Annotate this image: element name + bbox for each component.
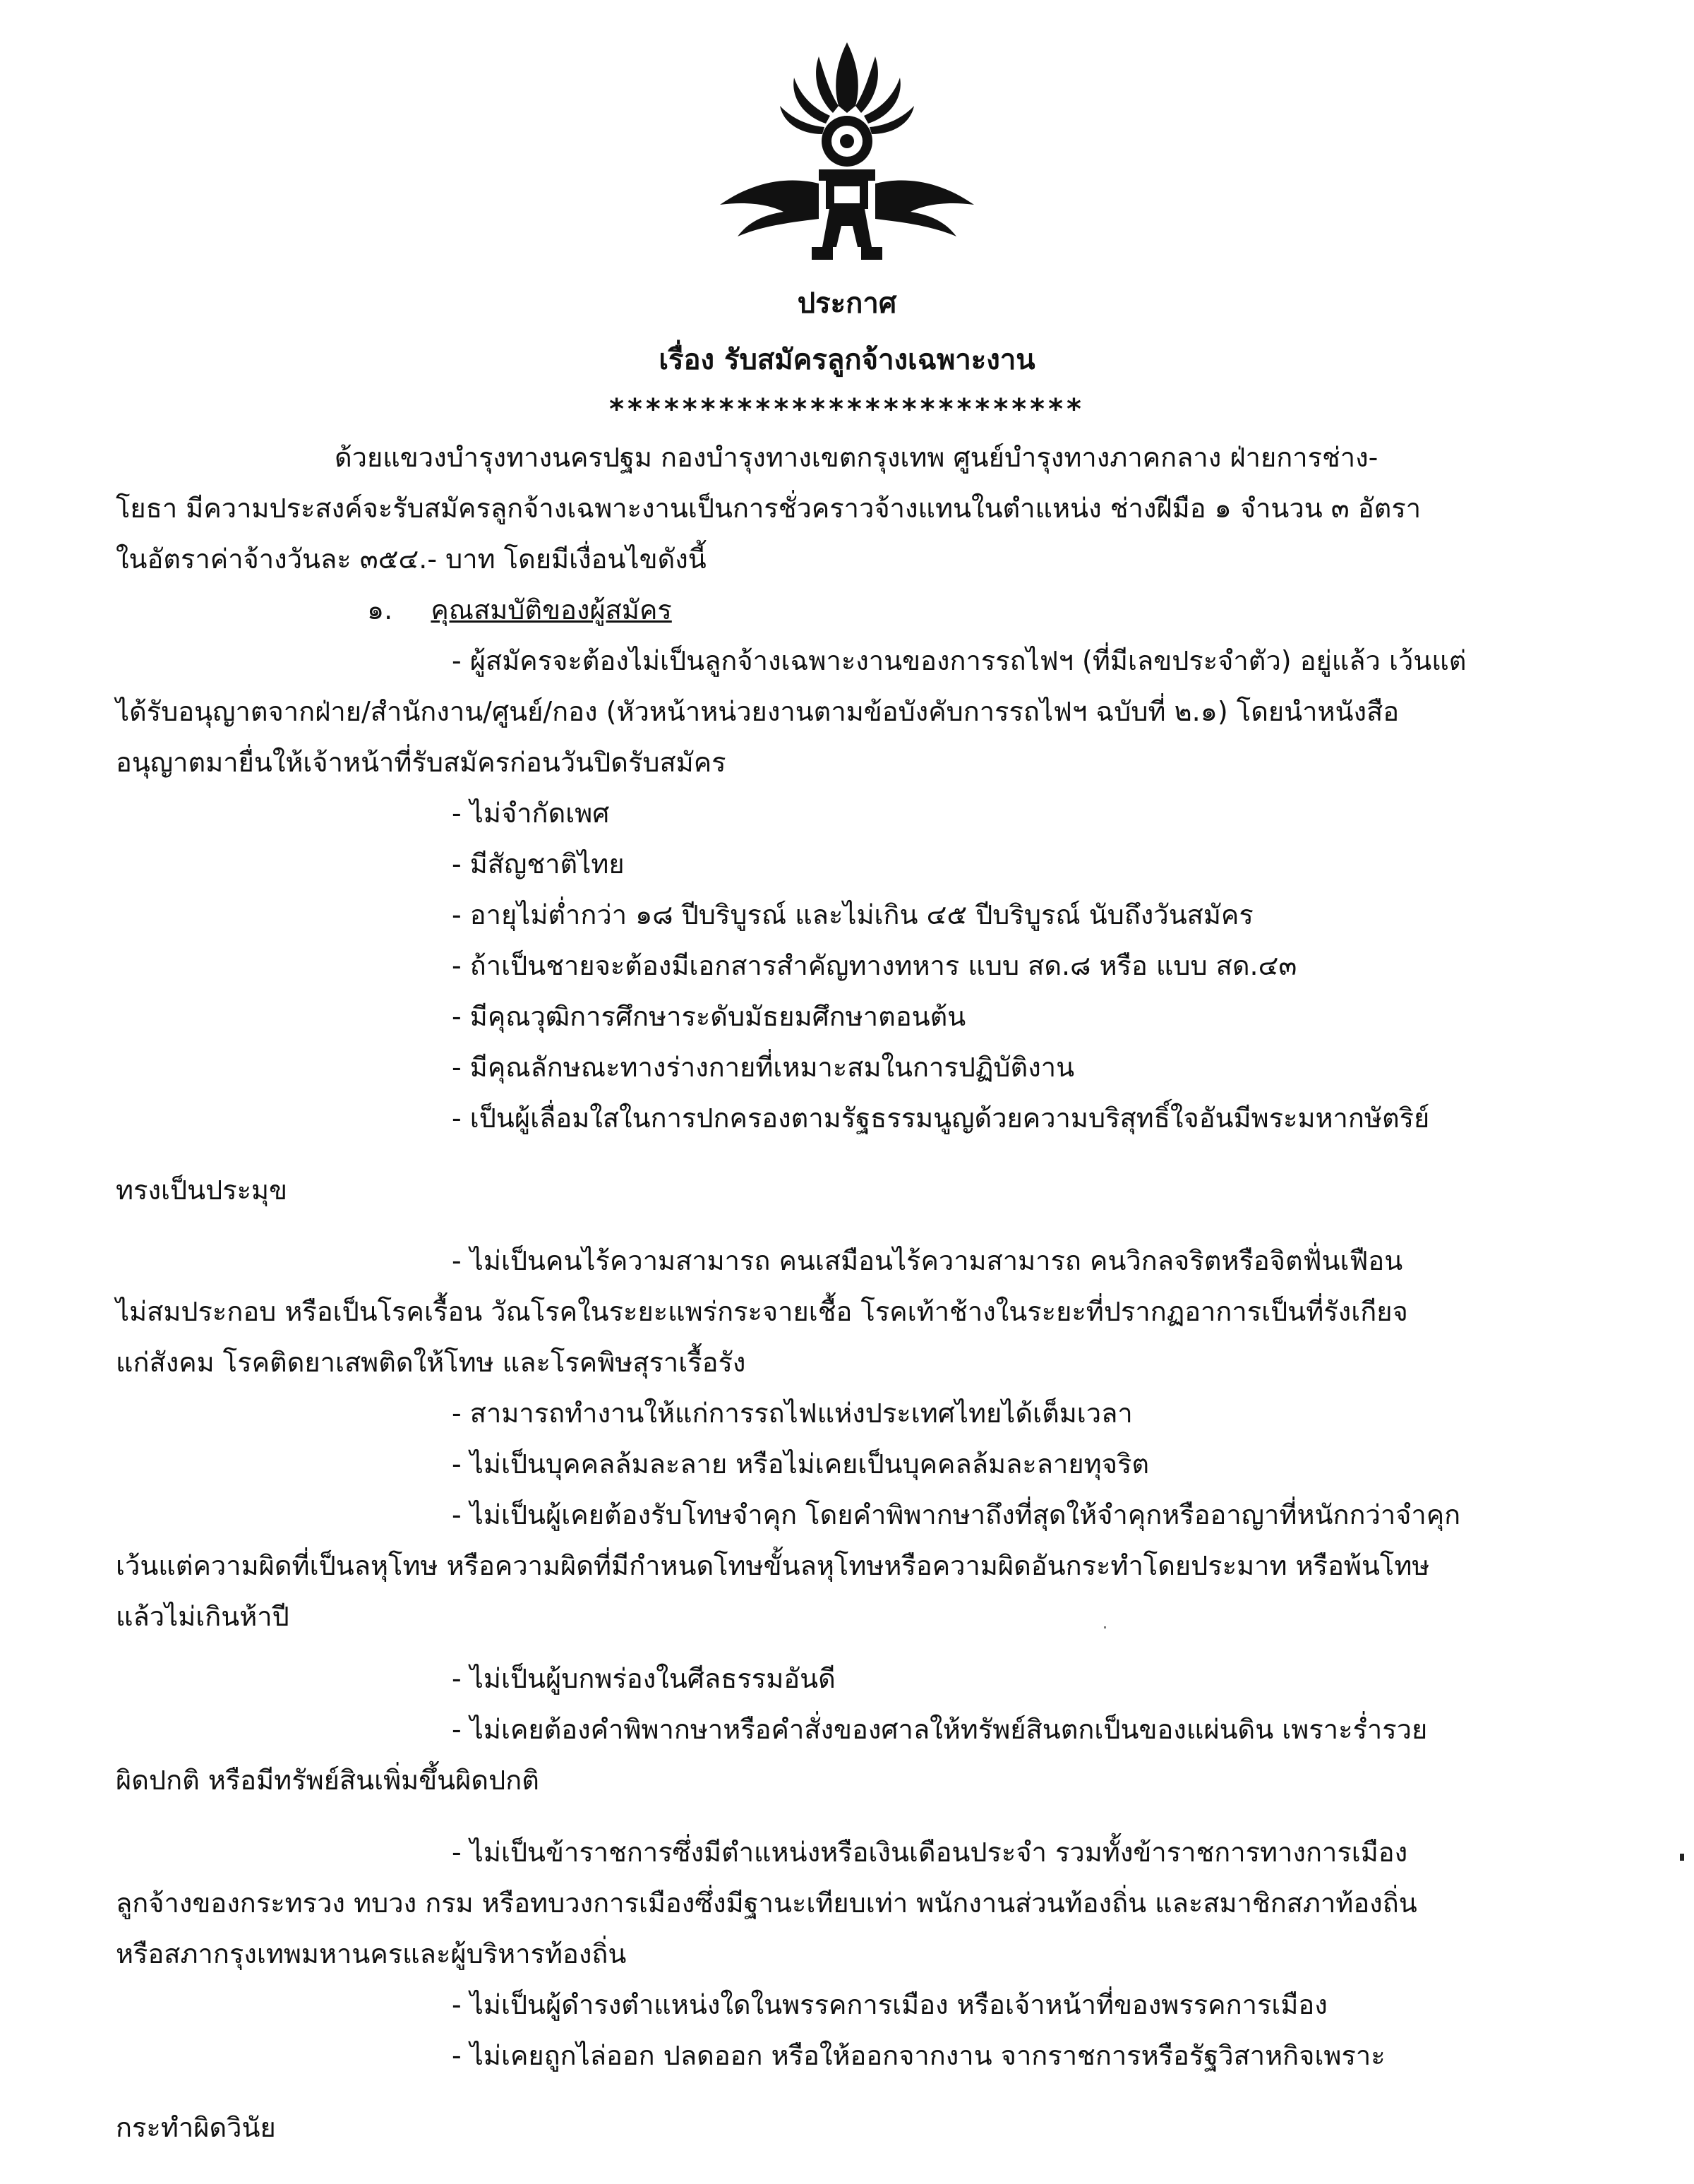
- qualification-line: - ไม่เป็นผู้ดำรงตำแหน่งใดในพรรคการเมือง หรือเจ้าหน้าที่ของพรรคการเมือง: [452, 1989, 1328, 2020]
- qualification-line: - อายุไม่ต่ำกว่า ๑๘ ปีบริบูรณ์ และไม่เกิน ๔๕ ปีบริบูรณ์ นับถึงวันสมัคร: [452, 899, 1254, 930]
- scan-edge-mark: [1680, 1854, 1684, 1861]
- qualification-line: - เป็นผู้เลื่อมใสในการปกครองตามรัฐธรรมนูญด้วยความบริสุทธิ์ใจอันมีพระมหากษัตริย์: [452, 1103, 1430, 1134]
- qualification-line: - ไม่เป็นผู้เคยต้องรับโทษจำคุก โดยคำพิพากษาถึงที่สุดให้จำคุกหรืออาญาที่หนักกว่าจำคุก: [452, 1499, 1461, 1530]
- qualification-line: เว้นแต่ความผิดที่เป็นลหุโทษ หรือความผิดที่มีกำหนดโทษขั้นลหุโทษหรือความผิดอันกระทำโดยประมาท หรือพ้นโทษ: [116, 1550, 1430, 1581]
- qualification-line: กระทำผิดวินัย: [116, 2112, 276, 2143]
- qualification-line: ลูกจ้างของกระทรวง ทบวง กรม หรือทบวงการเมืองซึ่งมีฐานะเทียบเท่า พนักงานส่วนท้องถิ่น และสมาชิกสภาท้องถิ่น: [116, 1888, 1417, 1919]
- qualification-line: - ไม่เคยถูกไล่ออก ปลดออก หรือให้ออกจากงาน จากราชการหรือรัฐวิสาหกิจเพราะ: [452, 2040, 1386, 2071]
- qualification-line: ไม่สมประกอบ หรือเป็นโรคเรื้อน วัณโรคในระยะแพร่กระจายเชื้อ โรคเท้าช้างในระยะที่ปรากฏอาการเป็นที่รังเกียจ: [116, 1296, 1408, 1327]
- qualification-line: ได้รับอนุญาตจากฝ่าย/สำนักงาน/ศูนย์/กอง (หัวหน้าหน่วยงานตามข้อบังคับการรถไฟฯ ฉบับที่ ๒.๑) โดยนำหนังสือ: [116, 696, 1400, 727]
- section-label: คุณสมบัติของผู้สมัคร: [431, 594, 672, 625]
- qualification-line: - สามารถทำงานให้แก่การรถไฟแห่งประเทศไทยได้เต็มเวลา: [452, 1398, 1133, 1429]
- qualification-line: - ถ้าเป็นชายจะต้องมีเอกสารสำคัญทางทหาร แบบ สด.๘ หรือ แบบ สด.๔๓: [452, 950, 1297, 981]
- qualification-line: - ไม่เป็นบุคคลล้มละลาย หรือไม่เคยเป็นบุคคลล้มละลายทุจริต: [452, 1448, 1150, 1480]
- intro-line: โยธา มีความประสงค์จะรับสมัครลูกจ้างเฉพาะงานเป็นการชั่วคราวจ้างแทนในตำแหน่ง ช่างฝีมือ ๑ จำนวน ๓ อัตรา: [116, 493, 1422, 524]
- qualification-line: แก่สังคม โรคติดยาเสพติดให้โทษ และโรคพิษสุราเรื้อรัง: [116, 1347, 746, 1378]
- scan-speck: [1104, 1626, 1106, 1628]
- qualification-line: ทรงเป็นประมุข: [116, 1175, 288, 1206]
- qualification-line: - มีคุณลักษณะทางร่างกายที่เหมาะสมในการปฏิบัติงาน: [452, 1052, 1075, 1083]
- page-title: ประกาศ: [797, 287, 897, 320]
- qualification-line: อนุญาตมายื่นให้เจ้าหน้าที่รับสมัครก่อนวันปิดรับสมัคร: [116, 747, 726, 778]
- qualification-line: - มีสัญชาติไทย: [452, 848, 625, 880]
- railway-emblem-icon: [713, 35, 981, 268]
- qualification-line: ผิดปกติ หรือมีทรัพย์สินเพิ่มขึ้นผิดปกติ: [116, 1765, 539, 1796]
- qualification-line: - ไม่เป็นข้าราชการซึ่งมีตำแหน่งหรือเงินเดือนประจำ รวมทั้งข้าราชการทางการเมือง: [452, 1837, 1408, 1868]
- subject-line: เรื่อง รับสมัครลูกจ้างเฉพาะงาน: [659, 344, 1035, 376]
- star-divider: **************************: [609, 393, 1085, 426]
- qualification-line: - ผู้สมัครจะต้องไม่เป็นลูกจ้างเฉพาะงานของการรถไฟฯ (ที่มีเลขประจำตัว) อยู่แล้ว เว้นแต่: [452, 645, 1467, 676]
- qualification-line: แล้วไม่เกินห้าปี: [116, 1601, 289, 1632]
- section-number: ๑.: [367, 594, 393, 625]
- qualification-line: - มีคุณวุฒิการศึกษาระดับมัธยมศึกษาตอนต้น: [452, 1001, 966, 1032]
- qualification-line: หรือสภากรุงเทพมหานครและผู้บริหารท้องถิ่น: [116, 1938, 627, 1969]
- qualification-line: - ไม่เป็นผู้บกพร่องในศีลธรรมอันดี: [452, 1663, 836, 1694]
- intro-line: ในอัตราค่าจ้างวันละ ๓๕๔.- บาท โดยมีเงื่อนไขดังนี้: [116, 544, 707, 575]
- section-heading: [367, 589, 672, 631]
- qualification-line: - ไม่เคยต้องคำพิพากษาหรือคำสั่งของศาลให้ทรัพย์สินตกเป็นของแผ่นดิน เพราะร่ำรวย: [452, 1714, 1428, 1745]
- qualification-line: - ไม่จำกัดเพศ: [452, 798, 610, 829]
- qualification-line: - ไม่เป็นคนไร้ความสามารถ คนเสมือนไร้ความสามารถ คนวิกลจริตหรือจิตฟั่นเฟือน: [452, 1245, 1403, 1276]
- intro-line: ด้วยแขวงบำรุงทางนครปฐม กองบำรุงทางเขตกรุงเทพ ศูนย์บำรุงทางภาคกลาง ฝ่ายการช่าง-: [335, 442, 1378, 473]
